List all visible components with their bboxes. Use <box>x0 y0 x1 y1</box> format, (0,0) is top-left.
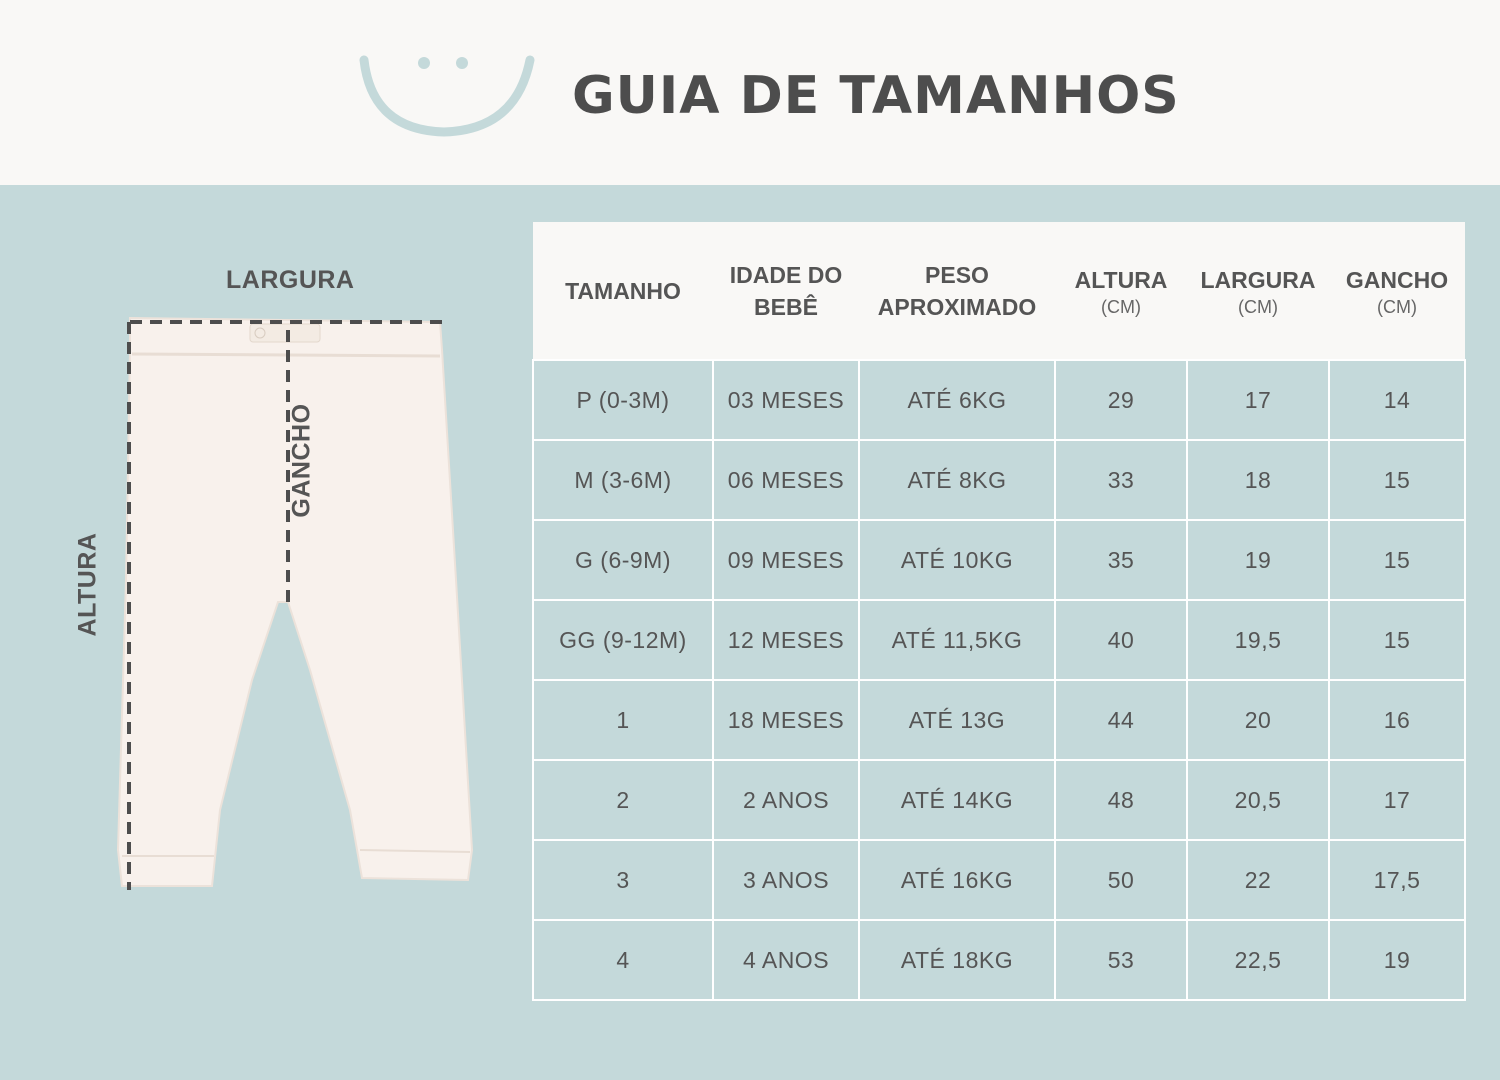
pants-measurement-diagram <box>60 250 500 910</box>
table-cell: 22 <box>1187 840 1329 920</box>
table-cell: M (3-6M) <box>533 440 713 520</box>
table-cell: 35 <box>1055 520 1187 600</box>
table-row <box>533 440 1465 520</box>
table-cell: 14 <box>1329 360 1465 440</box>
page-title: GUIA DE TAMANHOS <box>572 66 1180 126</box>
table-cell: 44 <box>1055 680 1187 760</box>
table-row <box>533 680 1465 760</box>
baby-pants-illustration <box>60 250 500 910</box>
height-label: ALTURA <box>73 532 102 637</box>
table-cell: 18 <box>1187 440 1329 520</box>
table-cell: 40 <box>1055 600 1187 680</box>
table-cell: ATÉ 10KG <box>859 520 1055 600</box>
table-row <box>533 760 1465 840</box>
size-table <box>532 222 1466 1001</box>
table-cell: 17 <box>1187 360 1329 440</box>
header-band <box>0 0 1500 185</box>
table-row <box>533 600 1465 680</box>
table-cell: 19 <box>1187 520 1329 600</box>
table-cell: 33 <box>1055 440 1187 520</box>
width-label: LARGURA <box>226 266 355 294</box>
table-cell: 20 <box>1187 680 1329 760</box>
table-cell: 12 MESES <box>713 600 859 680</box>
table-cell: 16 <box>1329 680 1465 760</box>
header-height: ALTURA (CM) <box>1055 222 1187 360</box>
table-cell: 19,5 <box>1187 600 1329 680</box>
smiley-face-icon <box>352 48 542 148</box>
size-table-container <box>532 222 1464 994</box>
header-size: TAMANHO <box>533 222 713 360</box>
table-row <box>533 840 1465 920</box>
table-cell: 29 <box>1055 360 1187 440</box>
header-age: IDADE DO BEBÊ <box>713 222 859 360</box>
table-row <box>533 920 1465 1000</box>
table-cell: 4 <box>533 920 713 1000</box>
table-cell: 17 <box>1329 760 1465 840</box>
table-cell: 1 <box>533 680 713 760</box>
table-cell: 20,5 <box>1187 760 1329 840</box>
table-cell: 19 <box>1329 920 1465 1000</box>
table-cell: 15 <box>1329 440 1465 520</box>
table-cell: 06 MESES <box>713 440 859 520</box>
table-cell: 4 ANOS <box>713 920 859 1000</box>
table-cell: GG (9-12M) <box>533 600 713 680</box>
table-cell: 18 MESES <box>713 680 859 760</box>
table-cell: 15 <box>1329 520 1465 600</box>
table-cell: 09 MESES <box>713 520 859 600</box>
table-cell: 50 <box>1055 840 1187 920</box>
table-cell: 03 MESES <box>713 360 859 440</box>
header-rise: GANCHO (CM) <box>1329 222 1465 360</box>
rise-label: GANCHO <box>287 403 316 518</box>
table-cell: ATÉ 8KG <box>859 440 1055 520</box>
table-cell: 48 <box>1055 760 1187 840</box>
table-cell: 22,5 <box>1187 920 1329 1000</box>
table-cell: ATÉ 14KG <box>859 760 1055 840</box>
table-cell: 17,5 <box>1329 840 1465 920</box>
table-cell: P (0-3M) <box>533 360 713 440</box>
table-cell: G (6-9M) <box>533 520 713 600</box>
table-cell: 15 <box>1329 600 1465 680</box>
table-cell: 3 ANOS <box>713 840 859 920</box>
table-cell: ATÉ 16KG <box>859 840 1055 920</box>
table-cell: 53 <box>1055 920 1187 1000</box>
table-row <box>533 520 1465 600</box>
table-cell: 2 <box>533 760 713 840</box>
table-cell: ATÉ 6KG <box>859 360 1055 440</box>
table-cell: 3 <box>533 840 713 920</box>
header-width: LARGURA (CM) <box>1187 222 1329 360</box>
table-cell: 2 ANOS <box>713 760 859 840</box>
table-row <box>533 360 1465 440</box>
header-weight: PESO APROXIMADO <box>859 222 1055 360</box>
table-cell: ATÉ 13G <box>859 680 1055 760</box>
table-header-row <box>533 222 1465 360</box>
table-cell: ATÉ 18KG <box>859 920 1055 1000</box>
table-cell: ATÉ 11,5KG <box>859 600 1055 680</box>
